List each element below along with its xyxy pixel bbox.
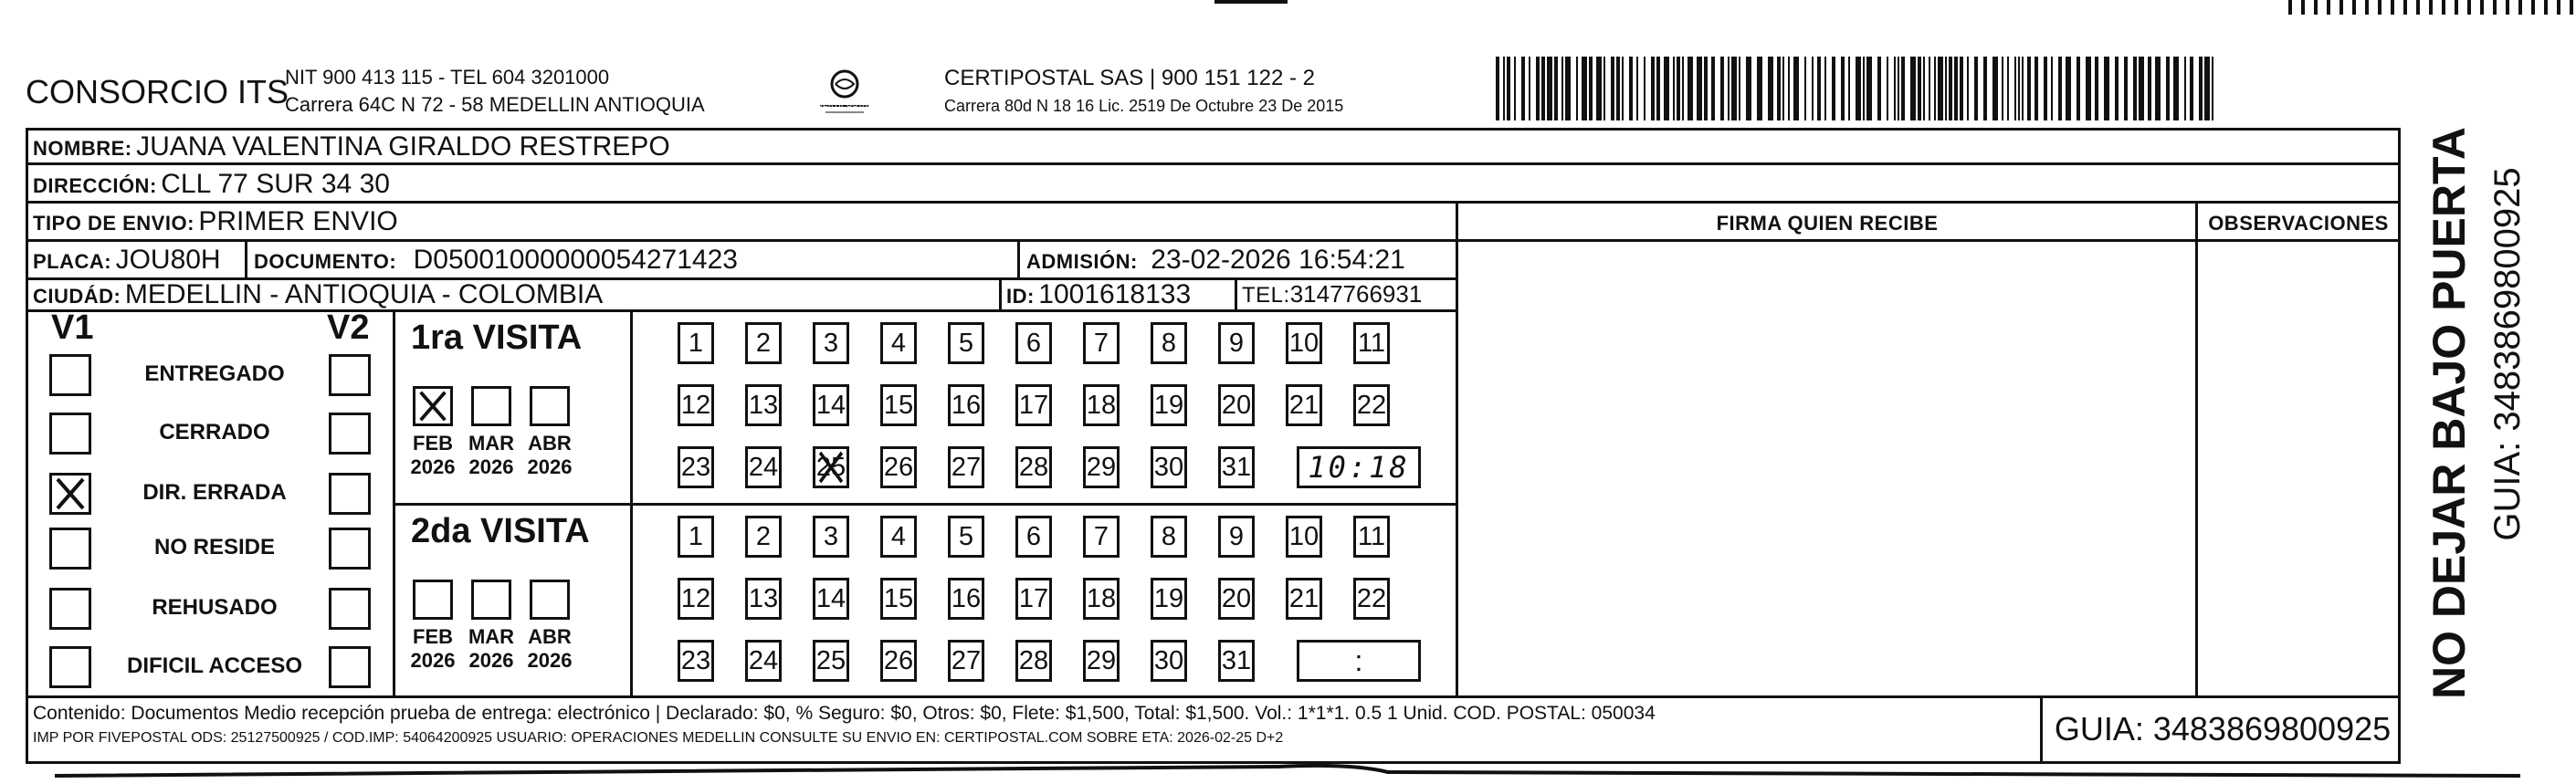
day-cell[interactable] bbox=[1083, 384, 1120, 426]
month-year: 2026 bbox=[468, 649, 514, 672]
v1-checkbox[interactable] bbox=[49, 413, 91, 455]
day-cell[interactable] bbox=[1151, 578, 1187, 620]
month-name: MAR bbox=[468, 625, 515, 648]
day-cell[interactable] bbox=[1015, 640, 1052, 682]
day-cell[interactable] bbox=[1353, 578, 1390, 620]
ciudad-field bbox=[33, 279, 603, 310]
day-cell[interactable] bbox=[880, 384, 917, 426]
day-cell[interactable] bbox=[745, 384, 782, 426]
nombre-value: JUANA VALENTINA GIRALDO RESTREPO bbox=[136, 131, 670, 162]
day-number: 27 bbox=[951, 452, 982, 482]
day-number: 15 bbox=[883, 390, 914, 420]
day-number: 2 bbox=[755, 521, 772, 551]
address-line: Carrera 64C N 72 - 58 MEDELLIN ANTIOQUIA bbox=[285, 93, 705, 116]
day-cell[interactable] bbox=[813, 578, 849, 620]
day-cell[interactable] bbox=[1015, 516, 1052, 558]
month-year: 2026 bbox=[410, 649, 456, 672]
logo-caption: CERTIPOSTAL bbox=[816, 100, 873, 109]
day-number: 26 bbox=[883, 645, 914, 675]
status-label: DIFICIL ACCESO bbox=[126, 653, 302, 678]
ciudad-value: MEDELLIN - ANTIOQUIA - COLOMBIA bbox=[124, 279, 604, 309]
day-number: 1 bbox=[688, 521, 704, 551]
frame-top bbox=[26, 128, 2398, 131]
day-number: 28 bbox=[1018, 645, 1049, 675]
day-number: 26 bbox=[883, 452, 914, 482]
placa-divider bbox=[245, 239, 247, 277]
month-checkbox[interactable] bbox=[413, 580, 453, 620]
day-number: 22 bbox=[1356, 390, 1387, 420]
time-box[interactable] bbox=[1297, 640, 1421, 682]
month-label bbox=[518, 625, 582, 673]
day-cell[interactable] bbox=[880, 516, 917, 558]
month-name: ABR bbox=[528, 432, 572, 455]
day-number: 31 bbox=[1221, 645, 1252, 675]
day-cell[interactable] bbox=[813, 322, 849, 364]
status-label: CERRADO bbox=[159, 420, 270, 444]
day-cell[interactable] bbox=[813, 516, 849, 558]
id-field bbox=[1006, 279, 1191, 310]
day-cell[interactable] bbox=[880, 578, 917, 620]
day-number: 25 bbox=[815, 452, 846, 482]
tel-label: TEL: bbox=[1242, 283, 1290, 308]
day-cell[interactable] bbox=[1015, 446, 1052, 488]
day-cell[interactable] bbox=[1151, 384, 1187, 426]
day-cell[interactable] bbox=[1083, 640, 1120, 682]
footer-guia-divider bbox=[2040, 695, 2043, 763]
day-number: 23 bbox=[680, 452, 711, 482]
v2-checkbox[interactable] bbox=[329, 646, 371, 688]
day-cell[interactable] bbox=[948, 322, 984, 364]
day-number: 31 bbox=[1221, 452, 1252, 482]
day-cell[interactable] bbox=[745, 578, 782, 620]
day-number: 14 bbox=[815, 390, 846, 420]
month-checkbox[interactable] bbox=[471, 580, 511, 620]
day-number: 24 bbox=[748, 452, 779, 482]
v1-checkbox[interactable] bbox=[49, 588, 91, 630]
day-cell[interactable] bbox=[678, 446, 714, 488]
time-box[interactable] bbox=[1297, 446, 1421, 488]
footer-imp: IMP POR FIVEPOSTAL ODS: 25127500925 / COD.IMP: 54064200925 USUARIO: OPERACIONES MEDELLIN CONSULTE SU ENVIO EN: CERTIPOSTAL.COM SOBRE ETA: 2026-02-25 D+2 bbox=[33, 730, 1284, 746]
firma-header: FIRMA QUIEN RECIBE bbox=[1716, 212, 1939, 235]
day-number: 4 bbox=[890, 521, 907, 551]
day-cell[interactable] bbox=[678, 322, 714, 364]
x-mark-icon bbox=[815, 449, 846, 486]
month-label bbox=[459, 625, 523, 673]
admision-label: ADMISIÓN: bbox=[1026, 250, 1138, 273]
day-cell[interactable] bbox=[813, 446, 849, 488]
nombre-label: NOMBRE: bbox=[33, 137, 132, 160]
day-number: 20 bbox=[1221, 390, 1252, 420]
day-cell[interactable] bbox=[1151, 446, 1187, 488]
day-cell[interactable] bbox=[1286, 578, 1322, 620]
day-number: 3 bbox=[823, 328, 839, 358]
documento-field bbox=[254, 245, 738, 276]
day-number: 30 bbox=[1153, 452, 1184, 482]
v2-checkbox[interactable] bbox=[329, 413, 371, 455]
day-cell[interactable] bbox=[1151, 640, 1187, 682]
month-checkbox[interactable] bbox=[413, 386, 453, 426]
day-cell[interactable] bbox=[1083, 446, 1120, 488]
day-cell[interactable] bbox=[880, 322, 917, 364]
month-checkbox[interactable] bbox=[530, 386, 570, 426]
observaciones-header: OBSERVACIONES bbox=[2208, 212, 2389, 235]
month-year: 2026 bbox=[410, 455, 456, 478]
day-cell[interactable] bbox=[745, 446, 782, 488]
month-label bbox=[459, 432, 523, 479]
day-number: 4 bbox=[890, 328, 907, 358]
day-number: 28 bbox=[1018, 452, 1049, 482]
day-number: 6 bbox=[1025, 521, 1042, 551]
month-year: 2026 bbox=[468, 455, 514, 478]
id-label: ID: bbox=[1006, 285, 1035, 308]
placa-field bbox=[33, 245, 221, 276]
day-number: 13 bbox=[748, 583, 779, 613]
day-cell[interactable] bbox=[1286, 384, 1322, 426]
bottom-edge-stroke bbox=[55, 761, 2520, 779]
x-mark-icon bbox=[52, 476, 89, 512]
tipo-value: PRIMER ENVIO bbox=[198, 206, 398, 236]
day-cell[interactable] bbox=[1083, 578, 1120, 620]
month-name: FEB bbox=[413, 625, 453, 648]
day-cell[interactable] bbox=[948, 640, 984, 682]
day-cell[interactable] bbox=[745, 640, 782, 682]
day-cell[interactable] bbox=[1151, 516, 1187, 558]
day-cell[interactable] bbox=[1353, 322, 1390, 364]
month-name: MAR bbox=[468, 432, 515, 455]
day-number: 9 bbox=[1228, 328, 1245, 358]
row-line-1 bbox=[26, 162, 2398, 165]
v2-header: V2 bbox=[327, 308, 370, 347]
status-label: NO RESIDE bbox=[153, 535, 276, 559]
day-cell[interactable] bbox=[1353, 384, 1390, 426]
v1-checkbox[interactable] bbox=[49, 528, 91, 570]
day-cell[interactable] bbox=[678, 640, 714, 682]
day-cell[interactable] bbox=[1218, 578, 1255, 620]
month-checkbox[interactable] bbox=[471, 386, 511, 426]
day-cell[interactable] bbox=[678, 516, 714, 558]
day-cell[interactable] bbox=[1083, 322, 1120, 364]
day-cell[interactable] bbox=[745, 516, 782, 558]
tipo-row bbox=[33, 206, 398, 237]
v2-checkbox[interactable] bbox=[329, 473, 371, 515]
day-cell[interactable] bbox=[1353, 516, 1390, 558]
month-year: 2026 bbox=[527, 455, 573, 478]
admision-field bbox=[1026, 245, 1405, 276]
day-cell[interactable] bbox=[1218, 322, 1255, 364]
top-edge-mark bbox=[1214, 0, 1288, 4]
direccion-row bbox=[33, 169, 390, 200]
v2-checkbox[interactable] bbox=[329, 588, 371, 630]
tipo-label: TIPO DE ENVIO: bbox=[33, 212, 195, 235]
id-divider bbox=[999, 277, 1002, 309]
obs-divider bbox=[2195, 201, 2198, 698]
admision-value: 23-02-2026 16:54:21 bbox=[1151, 245, 1405, 275]
footer-contenido: Contenido: Documentos Medio recepción prueba de entrega: electrónico | Declarado: $0, % Seguro: $0, Otros: $0, Flete: $1,500, Total: $1,500. Vol.: 1*1*1. 0.5 1 Unid. COD. POSTAL: 050034 bbox=[33, 703, 1656, 724]
day-cell[interactable] bbox=[1151, 322, 1187, 364]
day-number: 30 bbox=[1153, 645, 1184, 675]
month-checkbox[interactable] bbox=[530, 580, 570, 620]
time-value: : bbox=[1354, 643, 1363, 677]
day-number: 11 bbox=[1357, 328, 1386, 358]
day-number: 12 bbox=[680, 583, 711, 613]
day-cell[interactable] bbox=[678, 384, 714, 426]
month-name: FEB bbox=[413, 432, 453, 455]
month-name: ABR bbox=[528, 625, 572, 648]
day-cell[interactable] bbox=[1083, 516, 1120, 558]
tel-divider bbox=[1235, 277, 1237, 309]
day-number: 10 bbox=[1288, 521, 1320, 551]
visit-separator bbox=[393, 503, 1457, 506]
visit-title: 2da VISITA bbox=[411, 512, 590, 550]
day-number: 18 bbox=[1086, 390, 1117, 420]
row-line-3 bbox=[26, 239, 2398, 242]
day-number: 8 bbox=[1161, 328, 1177, 358]
company-name: CONSORCIO ITS bbox=[26, 73, 289, 110]
day-number: 15 bbox=[883, 583, 914, 613]
day-cell[interactable] bbox=[1015, 322, 1052, 364]
direccion-label: DIRECCIÓN: bbox=[33, 174, 157, 197]
day-cell[interactable] bbox=[880, 446, 917, 488]
day-cell[interactable] bbox=[678, 578, 714, 620]
day-number: 10 bbox=[1288, 328, 1320, 358]
placa-label: PLACA: bbox=[33, 250, 112, 273]
day-cell[interactable] bbox=[745, 322, 782, 364]
carrier-address: Carrera 80d N 18 16 Lic. 2519 De Octubre 23 De 2015 bbox=[944, 97, 1344, 115]
top-edge-dashes bbox=[2288, 0, 2576, 15]
visit-title: 1ra VISITA bbox=[411, 319, 583, 357]
day-number: 2 bbox=[755, 328, 772, 358]
day-cell[interactable] bbox=[1286, 516, 1322, 558]
day-number: 17 bbox=[1018, 390, 1049, 420]
v1-checkbox[interactable] bbox=[49, 354, 91, 396]
v1-header: V1 bbox=[51, 308, 94, 347]
day-number: 17 bbox=[1018, 583, 1049, 613]
day-number: 13 bbox=[748, 390, 779, 420]
day-cell[interactable] bbox=[1218, 446, 1255, 488]
v2-checkbox[interactable] bbox=[329, 354, 371, 396]
day-number: 16 bbox=[951, 390, 982, 420]
side-guia: GUIA: 3483869800925 bbox=[2487, 167, 2528, 541]
day-number: 11 bbox=[1357, 521, 1386, 551]
row-line-2 bbox=[26, 201, 2398, 204]
day-number: 18 bbox=[1086, 583, 1117, 613]
nit-line: NIT 900 413 115 - TEL 604 3201000 bbox=[285, 66, 610, 89]
tel-value: 3147766931 bbox=[1289, 280, 1423, 308]
day-cell[interactable] bbox=[813, 384, 849, 426]
status-label: ENTREGADO bbox=[144, 361, 285, 386]
day-number: 25 bbox=[815, 645, 846, 675]
month-label bbox=[401, 625, 465, 673]
month-year: 2026 bbox=[527, 649, 573, 672]
day-number: 14 bbox=[815, 583, 846, 613]
month-label bbox=[401, 432, 465, 479]
day-number: 7 bbox=[1093, 328, 1109, 358]
v1-checkbox[interactable] bbox=[49, 473, 91, 515]
frame-left bbox=[26, 128, 28, 764]
nombre-row bbox=[33, 131, 670, 162]
x-mark-icon bbox=[415, 389, 450, 423]
day-cell[interactable] bbox=[948, 446, 984, 488]
day-number: 19 bbox=[1153, 390, 1184, 420]
day-cell[interactable] bbox=[1218, 640, 1255, 682]
documento-value: D05001000000054271423 bbox=[413, 245, 738, 275]
v1-checkbox[interactable] bbox=[49, 646, 91, 688]
status-label: DIR. ERRADA bbox=[142, 480, 287, 505]
footer-guia: GUIA: 3483869800925 bbox=[2054, 710, 2392, 747]
day-number: 3 bbox=[823, 521, 839, 551]
day-number: 21 bbox=[1288, 583, 1320, 613]
admision-divider bbox=[1017, 239, 1020, 277]
month-label bbox=[518, 432, 582, 479]
day-number: 12 bbox=[680, 390, 711, 420]
day-number: 29 bbox=[1086, 645, 1117, 675]
day-number: 1 bbox=[688, 328, 704, 358]
day-number: 29 bbox=[1086, 452, 1117, 482]
day-cell[interactable] bbox=[1286, 322, 1322, 364]
firma-divider bbox=[1456, 201, 1458, 698]
ciudad-label: CIUDÁD: bbox=[33, 285, 121, 308]
time-value: 10:18 bbox=[1308, 450, 1410, 485]
placa-value: JOU80H bbox=[115, 245, 221, 275]
day-number: 20 bbox=[1221, 583, 1252, 613]
status-label: REHUSADO bbox=[152, 595, 278, 620]
tel-field bbox=[1242, 280, 1422, 308]
documento-label: DOCUMENTO: bbox=[254, 250, 397, 273]
day-number: 24 bbox=[748, 645, 779, 675]
day-cell[interactable] bbox=[948, 578, 984, 620]
day-number: 7 bbox=[1093, 521, 1109, 551]
day-number: 16 bbox=[951, 583, 982, 613]
day-number: 9 bbox=[1228, 521, 1245, 551]
day-cell[interactable] bbox=[880, 640, 917, 682]
v2-checkbox[interactable] bbox=[329, 528, 371, 570]
day-cell[interactable] bbox=[813, 640, 849, 682]
day-cell[interactable] bbox=[1015, 578, 1052, 620]
carrier-line: CERTIPOSTAL SAS | 900 151 122 - 2 bbox=[944, 66, 1315, 90]
certipostal-logo bbox=[813, 66, 877, 117]
barcode bbox=[1496, 57, 2219, 120]
id-value: 1001618133 bbox=[1038, 279, 1192, 309]
day-number: 27 bbox=[951, 645, 982, 675]
day-number: 21 bbox=[1288, 390, 1320, 420]
day-cell[interactable] bbox=[1218, 516, 1255, 558]
day-number: 5 bbox=[958, 328, 974, 358]
day-cell[interactable] bbox=[1015, 384, 1052, 426]
day-number: 6 bbox=[1025, 328, 1042, 358]
day-number: 8 bbox=[1161, 521, 1177, 551]
day-number: 19 bbox=[1153, 583, 1184, 613]
day-number: 22 bbox=[1356, 583, 1387, 613]
day-cell[interactable] bbox=[948, 516, 984, 558]
frame-right bbox=[2398, 128, 2401, 764]
day-number: 5 bbox=[958, 521, 974, 551]
day-cell[interactable] bbox=[1218, 384, 1255, 426]
direccion-value: CLL 77 SUR 34 30 bbox=[161, 169, 390, 199]
no-dejar-warning: NO DEJAR BAJO PUERTA bbox=[2424, 127, 2475, 699]
day-cell[interactable] bbox=[948, 384, 984, 426]
day-number: 23 bbox=[680, 645, 711, 675]
